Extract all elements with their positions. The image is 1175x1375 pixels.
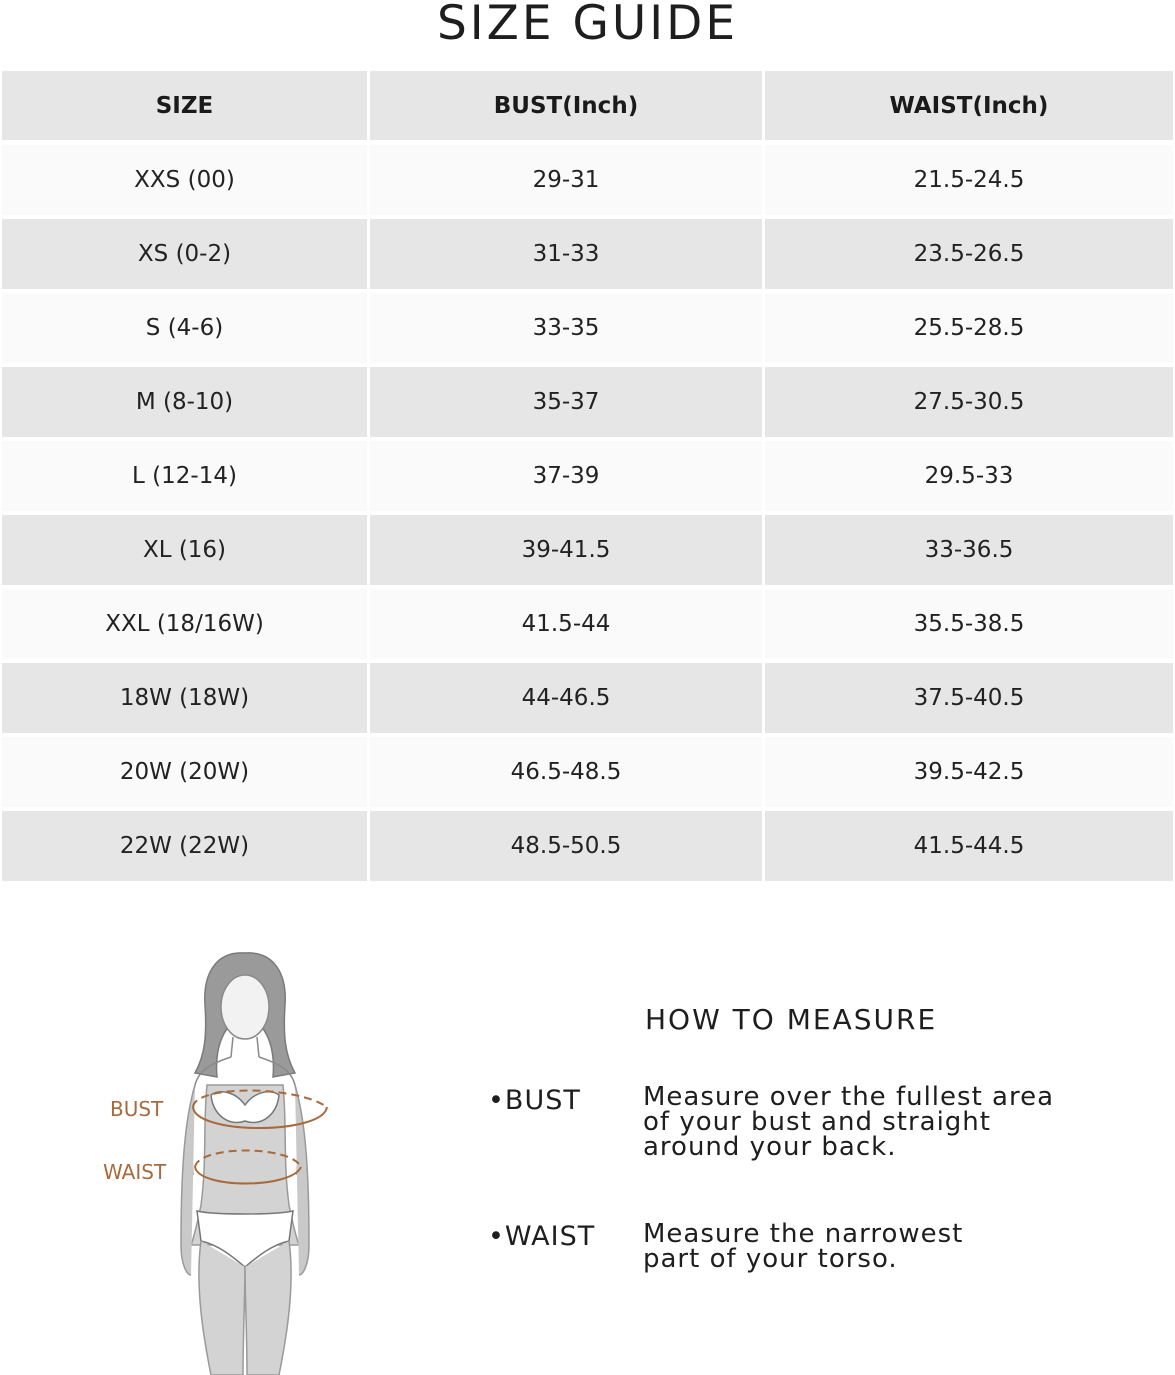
cell-size: L (12-14) — [2, 441, 367, 511]
bust-desc-line: Measure over the fullest area — [643, 1082, 1055, 1112]
cell-size: XXS (00) — [2, 145, 367, 215]
cell-waist: 41.5-44.5 — [765, 811, 1173, 881]
cell-waist: 39.5-42.5 — [765, 737, 1173, 807]
size-table — [2, 71, 1173, 885]
page-title: SIZE GUIDE — [436, 0, 739, 51]
table-header-row — [2, 71, 1173, 142]
bust-figure-label: BUST — [110, 1097, 164, 1121]
bust-desc-line: of your bust and straight — [643, 1107, 991, 1137]
cell-waist: 29.5-33 — [765, 441, 1173, 511]
cell-size: M (8-10) — [2, 367, 367, 437]
table-row — [2, 367, 1173, 441]
cell-bust: 44-46.5 — [370, 663, 762, 733]
cell-waist: 21.5-24.5 — [765, 145, 1173, 215]
waist-desc-line: Measure the narrowest — [643, 1219, 964, 1249]
cell-bust: 39-41.5 — [370, 515, 762, 585]
cell-size: 20W (20W) — [2, 737, 367, 807]
cell-waist: 35.5-38.5 — [765, 589, 1173, 659]
cell-bust: 37-39 — [370, 441, 762, 511]
cell-bust: 46.5-48.5 — [370, 737, 762, 807]
header-size: SIZE — [2, 71, 367, 140]
cell-bust: 35-37 — [370, 367, 762, 437]
waist-measure-description — [643, 1219, 1063, 1274]
table-row — [2, 515, 1173, 589]
cell-bust: 41.5-44 — [370, 589, 762, 659]
header-waist: WAIST(Inch) — [765, 71, 1173, 140]
table-row — [2, 589, 1173, 663]
bust-desc-line: around your back. — [643, 1132, 897, 1162]
table-row — [2, 663, 1173, 737]
bust-measure-label: •BUST — [488, 1085, 581, 1116]
how-to-measure-title: HOW TO MEASURE — [645, 1003, 938, 1036]
bust-measure-description — [643, 1082, 1063, 1162]
cell-waist: 33-36.5 — [765, 515, 1173, 585]
table-row — [2, 737, 1173, 811]
cell-waist: 23.5-26.5 — [765, 219, 1173, 289]
table-row — [2, 441, 1173, 515]
cell-size: XS (0-2) — [2, 219, 367, 289]
cell-size: XXL (18/16W) — [2, 589, 367, 659]
cell-size: 18W (18W) — [2, 663, 367, 733]
cell-bust: 33-35 — [370, 293, 762, 363]
cell-bust: 48.5-50.5 — [370, 811, 762, 881]
cell-size: XL (16) — [2, 515, 367, 585]
cell-size: 22W (22W) — [2, 811, 367, 881]
cell-waist: 37.5-40.5 — [765, 663, 1173, 733]
header-bust: BUST(Inch) — [370, 71, 762, 140]
cell-waist: 25.5-28.5 — [765, 293, 1173, 363]
table-row — [2, 811, 1173, 885]
table-row — [2, 219, 1173, 293]
cell-bust: 31-33 — [370, 219, 762, 289]
cell-size: S (4-6) — [2, 293, 367, 363]
waist-figure-label: WAIST — [103, 1160, 167, 1184]
table-row — [2, 293, 1173, 367]
cell-waist: 27.5-30.5 — [765, 367, 1173, 437]
cell-bust: 29-31 — [370, 145, 762, 215]
waist-desc-line: part of your torso. — [643, 1244, 898, 1274]
table-row — [2, 145, 1173, 219]
waist-measure-label: •WAIST — [488, 1221, 596, 1252]
